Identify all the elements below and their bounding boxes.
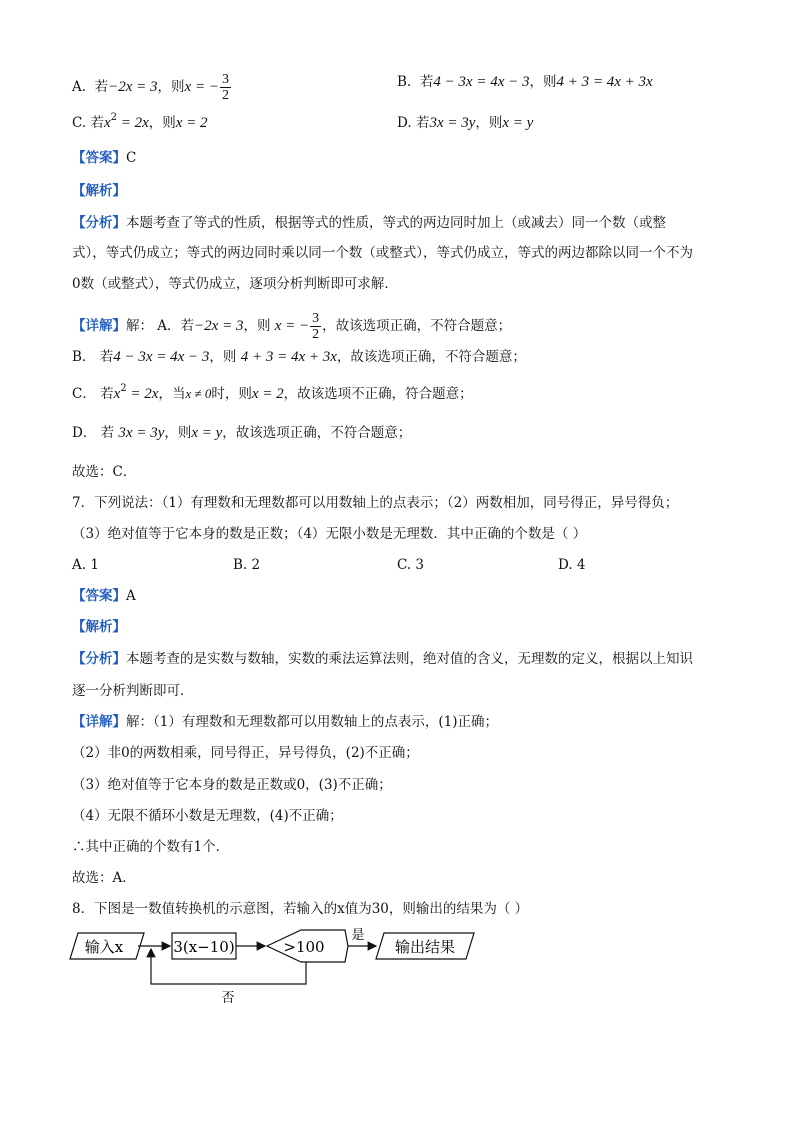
- q6-detail-b: B． 若4 − 3x = 4x − 3，则 4 + 3 = 4x + 3x，故该选项正确，不符合题意；: [72, 349, 526, 365]
- q6-analysis-heading: 【解析】: [72, 183, 126, 199]
- q7-fenxi-line1: 【分析】本题考查的是实数与数轴，实数的乘法运算法则，绝对值的含义，无理数的定义，根据以上知识: [72, 651, 693, 667]
- q6-choose: 故选：C．: [72, 464, 137, 480]
- fraction: $\frac{3}{2}$: [221, 72, 229, 103]
- q6-fenxi-line3: 0数（或整式），等式仍成立，逐项分析判断即可求解．: [72, 276, 398, 292]
- q6-detail-d: D． 若 3x = 3y，则x = y，故该选项正确，不符合题意；: [72, 425, 412, 441]
- q6-detail-a: 【详解】解： A．若−2x = 3，则 x = − $\frac{3}{2}$ ，故该选项正确，不符合题意；: [72, 311, 512, 342]
- q8-flowchart: [66, 925, 486, 1010]
- q7-stem-line1: 7．下列说法：（1）有理数和无理数都可以用数轴上的点表示；（2）两数相加，同号得正，异号得负；: [72, 495, 679, 511]
- q7-analysis-heading: 【解析】: [72, 619, 126, 635]
- q7-answer: 【答案】A: [72, 588, 136, 604]
- q6-fenxi-line2: 式），等式仍成立；等式的两边同时乘以同一个数（或整式），等式仍成立，等式的两边都除以同一个不为: [72, 245, 693, 261]
- q7-therefore: ∴其中正确的个数有1个．: [72, 839, 230, 855]
- flow-input-label: 输入x: [84, 938, 124, 956]
- q7-option-d: D. 4: [558, 557, 586, 573]
- q7-choose: 故选：A．: [72, 870, 136, 886]
- q7-option-a: A. 1: [72, 557, 99, 573]
- q6-option-b: B. 若4 − 3x = 4x − 3，则4 + 3 = 4x + 3x: [397, 74, 653, 90]
- flow-no-label: 否: [221, 991, 235, 1006]
- q6-fenxi-line1: 【分析】本题考查了等式的性质，根据等式的性质，等式的两边同时加上（或减去）同一个数（或整: [72, 215, 666, 231]
- q6-option-d: D. 若3x = 3y，则x = y: [397, 115, 534, 131]
- q7-stem-line2: （3）绝对值等于它本身的数是正数；（4）无限小数是无理数．其中正确的个数是（ ）: [72, 526, 587, 542]
- fraction: $\frac{3}{2}$: [312, 311, 320, 342]
- flow-yes-label: 是: [351, 928, 365, 943]
- q6-option-c: C. 若$x^2 = 2x$，则x = 2: [72, 112, 208, 131]
- q7-fenxi-line2: 逐一分析判断即可．: [72, 683, 194, 699]
- q7-option-b: B. 2: [233, 557, 261, 573]
- q6-option-a: A. 若−2x = 3，则x = − $\frac{3}{2}$: [72, 72, 229, 103]
- q8-stem: 8．下图是一数值转换机的示意图，若输入的x值为30，则输出的结果为（ ）: [72, 901, 529, 917]
- q7-detail-2: （2）非0的两数相乘，同号得正，异号得负，(2)不正确；: [72, 745, 419, 761]
- flow-process-label: 3(x−10): [173, 938, 235, 956]
- q7-detail-4: （4）无限不循环小数是无理数，(4)不正确；: [72, 808, 343, 824]
- q7-option-c: C. 3: [397, 557, 425, 573]
- q7-detail-1: 【详解】解：（1）有理数和无理数都可以用数轴上的点表示，(1)正确；: [72, 714, 498, 730]
- q6-answer: 【答案】C: [72, 150, 137, 166]
- q6-detail-c: C． 若$x^2 = 2x$，当x ≠ 0时，则x = 2，故该选项不正确，符合题意；: [72, 383, 473, 402]
- q7-detail-3: （3）绝对值等于它本身的数是正数或0，(3)不正确；: [72, 777, 392, 793]
- flow-output-label: 输出结果: [394, 938, 456, 956]
- flow-decision-label: >100: [283, 938, 325, 956]
